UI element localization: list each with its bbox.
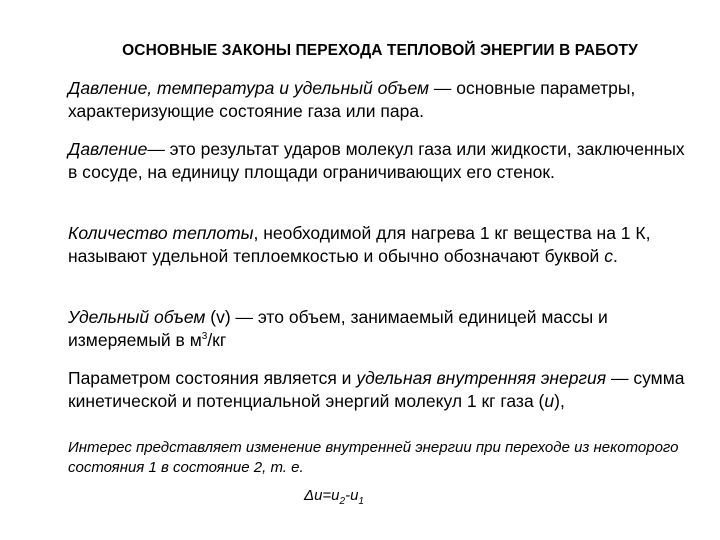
paragraph-text: — основные параметры, характеризующие состояние газа или пара. <box>68 78 636 121</box>
paragraph-heat <box>68 222 696 268</box>
paragraph-text: , необходимой для нагрева 1 кг вещества на 1 К, называют удельной теплоемкостью и обычно обозначают буквой <box>68 223 651 266</box>
paragraph-text: — это результат ударов молекул газа или жидкости, заключенных в сосуде, на единицу площади ограничивающих его стенок. <box>68 139 685 182</box>
slide-title: ОСНОВНЫЕ ЗАКОНЫ ПЕРЕХОДА ТЕПЛОВОЙ ЭНЕРГИИ В РАБОТУ <box>122 42 638 59</box>
paragraph-change: Интерес представляет изменение внутренней энергии при переходе из некоторого состояния 1 в состояние 2, т. е. <box>68 439 679 476</box>
paragraph-text: (v) — это объем, занимаемый единицей массы и измеряемый в м <box>68 307 608 350</box>
term-parameters: Давление, температура и удельный объем <box>68 78 429 98</box>
paragraph-end: ), <box>554 391 565 411</box>
paragraph-pressure <box>68 138 696 184</box>
paragraph-end: . <box>612 246 618 266</box>
paragraph-text: — сумма кинетической и потенциальной энергий молекул 1 кг газа ( <box>68 368 685 411</box>
formula-sub-2: 2 <box>339 496 346 507</box>
paragraph-end: /кг <box>207 330 227 350</box>
term-specific-volume: Удельный объем <box>68 307 206 327</box>
symbol-u: u <box>544 391 555 411</box>
formula-sub-1: 1 <box>358 496 364 507</box>
term-internal-energy: удельная внутренняя энергия <box>356 368 607 388</box>
term-pressure: Давление <box>68 139 148 159</box>
formula <box>304 484 504 507</box>
paragraph-internal-energy <box>68 367 696 413</box>
term-heat-quantity: Количество теплоты <box>68 223 254 243</box>
paragraph-start: Параметром состояния является и <box>68 368 357 388</box>
formula-lhs: Δu=u <box>304 487 340 504</box>
superscript-3: 3 <box>201 331 208 343</box>
paragraph-parameters <box>68 77 696 123</box>
paragraph-specific-volume <box>68 306 696 352</box>
formula-mid: -u <box>345 487 359 504</box>
symbol-c: с <box>604 246 613 266</box>
